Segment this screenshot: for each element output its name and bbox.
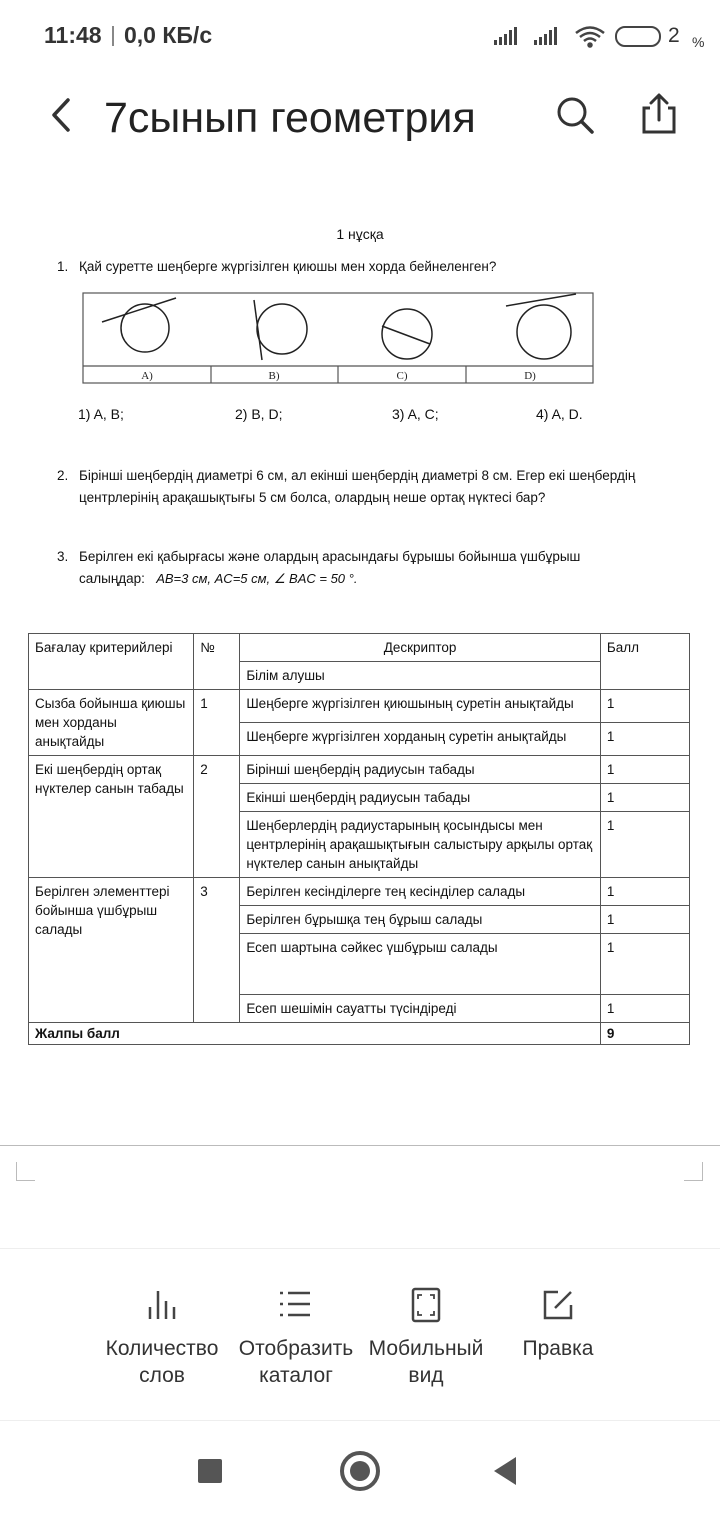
descriptor: Шеңберге жүргізілген хорданың суретін анықтайды bbox=[240, 723, 601, 756]
status-bar bbox=[0, 0, 720, 72]
label-line: Отобразить bbox=[238, 1337, 354, 1360]
table-row bbox=[29, 756, 690, 784]
question-1 bbox=[57, 256, 697, 280]
score: 1 bbox=[600, 784, 689, 812]
figure-b bbox=[254, 300, 307, 360]
list-icon bbox=[276, 1287, 316, 1323]
answer-option-2: 2) B, D; bbox=[235, 406, 283, 422]
document-page bbox=[0, 200, 720, 1140]
page-title: 7сынып геометрия bbox=[104, 94, 476, 142]
figure-label-d: D) bbox=[524, 370, 536, 382]
score: 1 bbox=[600, 878, 689, 906]
header-descriptor: Дескриптор bbox=[240, 634, 601, 662]
score: 1 bbox=[600, 756, 689, 784]
score: 1 bbox=[600, 934, 689, 995]
label-line: Количество bbox=[105, 1337, 219, 1360]
word-count-button[interactable] bbox=[92, 1277, 232, 1397]
page-corner-mark bbox=[16, 1162, 35, 1181]
answer-option-3: 3) A, C; bbox=[392, 406, 439, 422]
header-criteria: Бағалау критерийлері bbox=[29, 634, 194, 690]
header-score: Балл bbox=[600, 634, 689, 690]
mobile-view-button[interactable] bbox=[356, 1277, 496, 1397]
answer-option-4: 4) A, D. bbox=[536, 406, 583, 422]
criterion-3: Берілген элементтері бойынша үшбұрыш салады bbox=[29, 878, 194, 1023]
criterion-2: Екі шеңбердің ортақ нүктелер санын табады bbox=[29, 756, 194, 878]
question-3-formula: AB=3 см, AC=5 см, ∠ BAC = 50 °. bbox=[156, 571, 358, 586]
figure-a bbox=[102, 298, 176, 352]
table-row bbox=[29, 878, 690, 906]
descriptor: Екінші шеңбердің радиусын табады bbox=[240, 784, 601, 812]
question-number: 3. bbox=[57, 549, 69, 564]
mobile-view-label bbox=[356, 1335, 496, 1389]
criterion-1: Сызба бойынша қиюшы мен хорданы анықтайды bbox=[29, 690, 194, 756]
word-count-label bbox=[92, 1335, 232, 1389]
edit-button[interactable] bbox=[488, 1277, 628, 1397]
question-3-text: Берілген екі қабырғасы және олардың арасындағы бұрышы бойынша үшбұрыш салыңдар: bbox=[79, 549, 581, 586]
signal-icon bbox=[494, 27, 517, 45]
status-time: 11:48 bbox=[44, 22, 102, 48]
score: 1 bbox=[600, 906, 689, 934]
figure-label-c: C) bbox=[396, 370, 408, 382]
label-line: Правка bbox=[522, 1337, 594, 1360]
circles-figure bbox=[82, 292, 594, 384]
question-3 bbox=[57, 546, 697, 592]
total-label: Жалпы балл bbox=[29, 1023, 601, 1045]
signal-2-icon bbox=[534, 27, 557, 45]
score: 1 bbox=[600, 690, 689, 723]
show-catalog-label bbox=[226, 1335, 366, 1389]
figure-d bbox=[506, 294, 576, 359]
edit-label bbox=[488, 1335, 628, 1362]
show-catalog-button[interactable] bbox=[226, 1277, 366, 1397]
label-line: вид bbox=[408, 1364, 444, 1387]
search-icon[interactable] bbox=[554, 94, 596, 136]
frame-icon bbox=[408, 1285, 444, 1325]
status-separator bbox=[112, 26, 114, 46]
descriptor: Бірінші шеңбердің радиусын табады bbox=[240, 756, 601, 784]
score: 1 bbox=[600, 995, 689, 1023]
score: 1 bbox=[600, 812, 689, 878]
battery-percent-sign: % bbox=[692, 34, 705, 50]
system-nav-bar bbox=[0, 1420, 720, 1521]
descriptor: Есеп шешімін сауатты түсіндіреді bbox=[240, 995, 601, 1023]
back-nav-icon[interactable] bbox=[490, 1455, 522, 1487]
header-sub: Білім алушы bbox=[240, 662, 601, 690]
label-line: Мобильный bbox=[368, 1337, 484, 1360]
status-network-speed: 0,0 КБ/с bbox=[124, 22, 213, 48]
table-header-row bbox=[29, 634, 690, 662]
descriptor: Есеп шартына сәйкес үшбұрыш салады bbox=[240, 934, 601, 995]
descriptor: Шеңберге жүргізілген қиюшының суретін анықтайды bbox=[240, 690, 601, 723]
question-number: 1. bbox=[57, 259, 69, 274]
question-number: 2. bbox=[57, 468, 69, 483]
criterion-1-num: 1 bbox=[194, 690, 240, 756]
edit-icon bbox=[540, 1287, 576, 1323]
question-2 bbox=[57, 465, 697, 511]
question-text: Қай суретте шеңберге жүргізілген қиюшы мен хорда бейнеленген? bbox=[79, 259, 497, 274]
descriptor: Шеңберлердің радиустарының қосындысы мен центрлерінің арақашықтығын салыстыру арқылы ортақ нүктелер санын анықтайды bbox=[240, 812, 601, 878]
label-line: каталог bbox=[259, 1364, 333, 1387]
bar-chart-icon bbox=[144, 1287, 180, 1323]
criteria-table bbox=[28, 633, 690, 1045]
table-row bbox=[29, 690, 690, 723]
page-corner-mark bbox=[684, 1162, 703, 1181]
total-row bbox=[29, 1023, 690, 1045]
criterion-2-num: 2 bbox=[194, 756, 240, 878]
figure-label-b: B) bbox=[268, 370, 280, 382]
wifi-icon bbox=[576, 28, 604, 47]
battery-icon bbox=[616, 27, 660, 46]
header-number: № bbox=[194, 634, 240, 690]
figure-label-a: A) bbox=[141, 370, 153, 382]
page-divider bbox=[0, 1145, 720, 1146]
variant-title: 1 нұсқа bbox=[336, 226, 384, 242]
total-score: 9 bbox=[600, 1023, 689, 1045]
score: 1 bbox=[600, 723, 689, 756]
label-line: слов bbox=[139, 1364, 185, 1387]
question-text: Бірінші шеңбердің диаметрі 6 см, ал екінші шеңбердің диаметрі 8 см. Егер екі шеңбердің центрлерінің арақашықтығы 5 см болса, олардың неше ортақ нүктесі бар? bbox=[79, 468, 636, 505]
home-icon[interactable] bbox=[338, 1449, 382, 1493]
descriptor: Берілген кесінділерге тең кесінділер салады bbox=[240, 878, 601, 906]
bottom-toolbar bbox=[0, 1248, 720, 1421]
share-icon[interactable] bbox=[638, 92, 680, 136]
figure-c bbox=[382, 309, 432, 359]
answer-option-1: 1) A, B; bbox=[78, 406, 124, 422]
descriptor: Берілген бұрышқа тең бұрыш салады bbox=[240, 906, 601, 934]
back-icon[interactable] bbox=[44, 94, 78, 136]
status-icons bbox=[492, 24, 662, 50]
criterion-3-num: 3 bbox=[194, 878, 240, 1023]
recent-apps-icon[interactable] bbox=[196, 1457, 224, 1485]
battery-percent: 2 bbox=[668, 24, 680, 47]
question-text bbox=[79, 546, 691, 590]
